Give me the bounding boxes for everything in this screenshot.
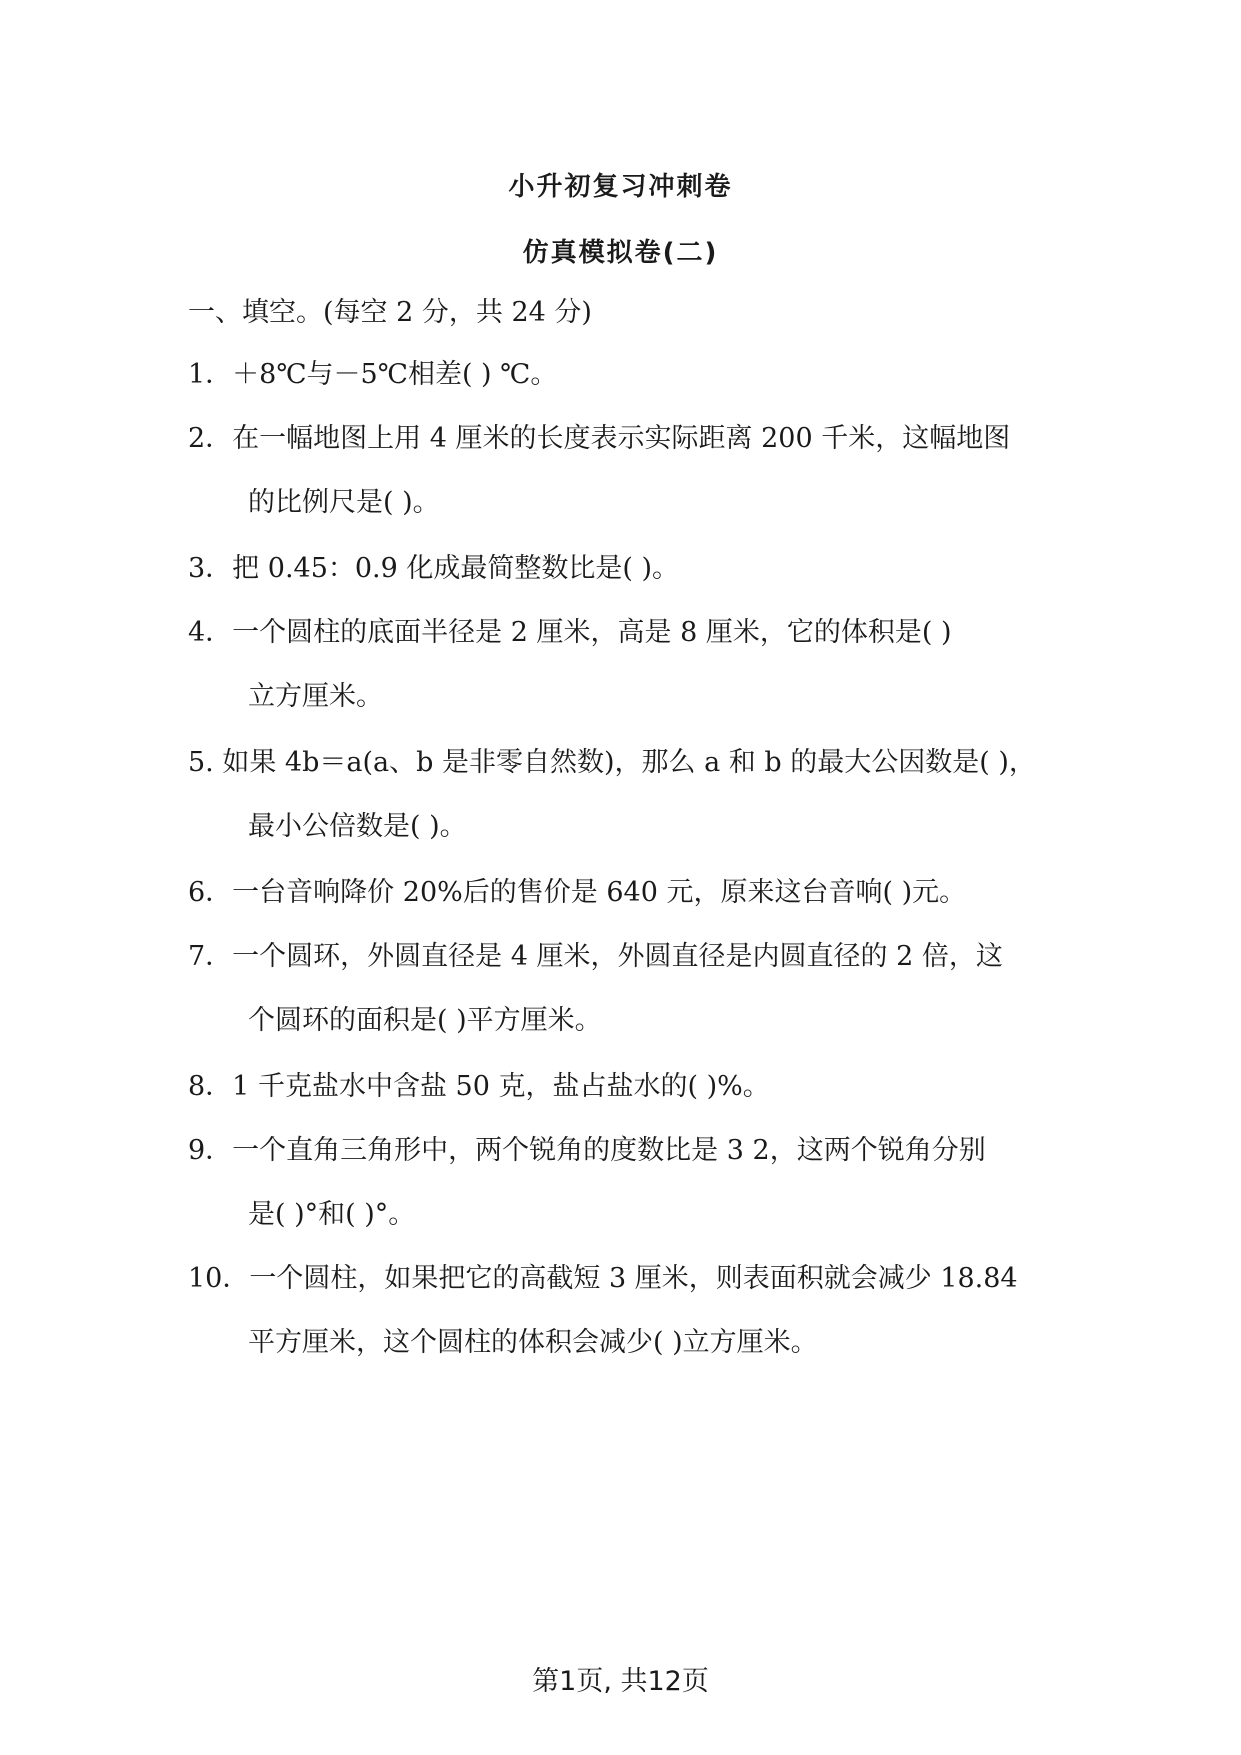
question-2: 2．在一幅地图上用 4 厘米的长度表示实际距离 200 千米，这幅地图: [188, 423, 1011, 454]
question-3: 3．把 0.45：0.9 化成最简整数比是( )。: [188, 553, 680, 584]
question-1: 1．＋8℃与－5℃相差( ) ℃。: [188, 359, 558, 390]
question-6: 6．一台音响降价 20%后的售价是 640 元，原来这台音响( )元。: [188, 877, 967, 908]
question-4-continued: 立方厘米。: [248, 681, 383, 712]
question-9-continued: 是( )°和( )°。: [248, 1199, 416, 1230]
question-8: 8．1 千克盐水中含盐 50 克，盐占盐水的( )%。: [188, 1071, 770, 1102]
question-4: 4．一个圆柱的底面半径是 2 厘米，高是 8 厘米，它的体积是( ): [188, 617, 952, 648]
question-7: 7．一个圆环，外圆直径是 4 厘米，外圆直径是内圆直径的 2 倍，这: [188, 941, 1003, 972]
question-9: 9．一个直角三角形中，两个锐角的度数比是 3 2，这两个锐角分别: [188, 1135, 986, 1166]
exam-subtitle: 仿真模拟卷(二): [522, 238, 719, 268]
question-7-continued: 个圆环的面积是( )平方厘米。: [248, 1005, 602, 1036]
question-2-continued: 的比例尺是( )。: [248, 487, 440, 518]
section-heading: 一、填空。(每空 2 分，共 24 分): [188, 297, 592, 328]
question-10: 10．一个圆柱，如果把它的高截短 3 厘米，则表面积就会减少 18.84: [188, 1263, 1018, 1294]
question-5-continued: 最小公倍数是( )。: [248, 811, 467, 842]
question-10-continued: 平方厘米，这个圆柱的体积会减少( )立方厘米。: [248, 1327, 818, 1358]
exam-title: 小升初复习冲刺卷: [508, 172, 733, 202]
question-5: 5. 如果 4b＝a(a、b 是非零自然数)，那么 a 和 b 的最大公因数是( )，: [188, 747, 1036, 778]
page-number: 第1页, 共12页: [532, 1666, 709, 1697]
